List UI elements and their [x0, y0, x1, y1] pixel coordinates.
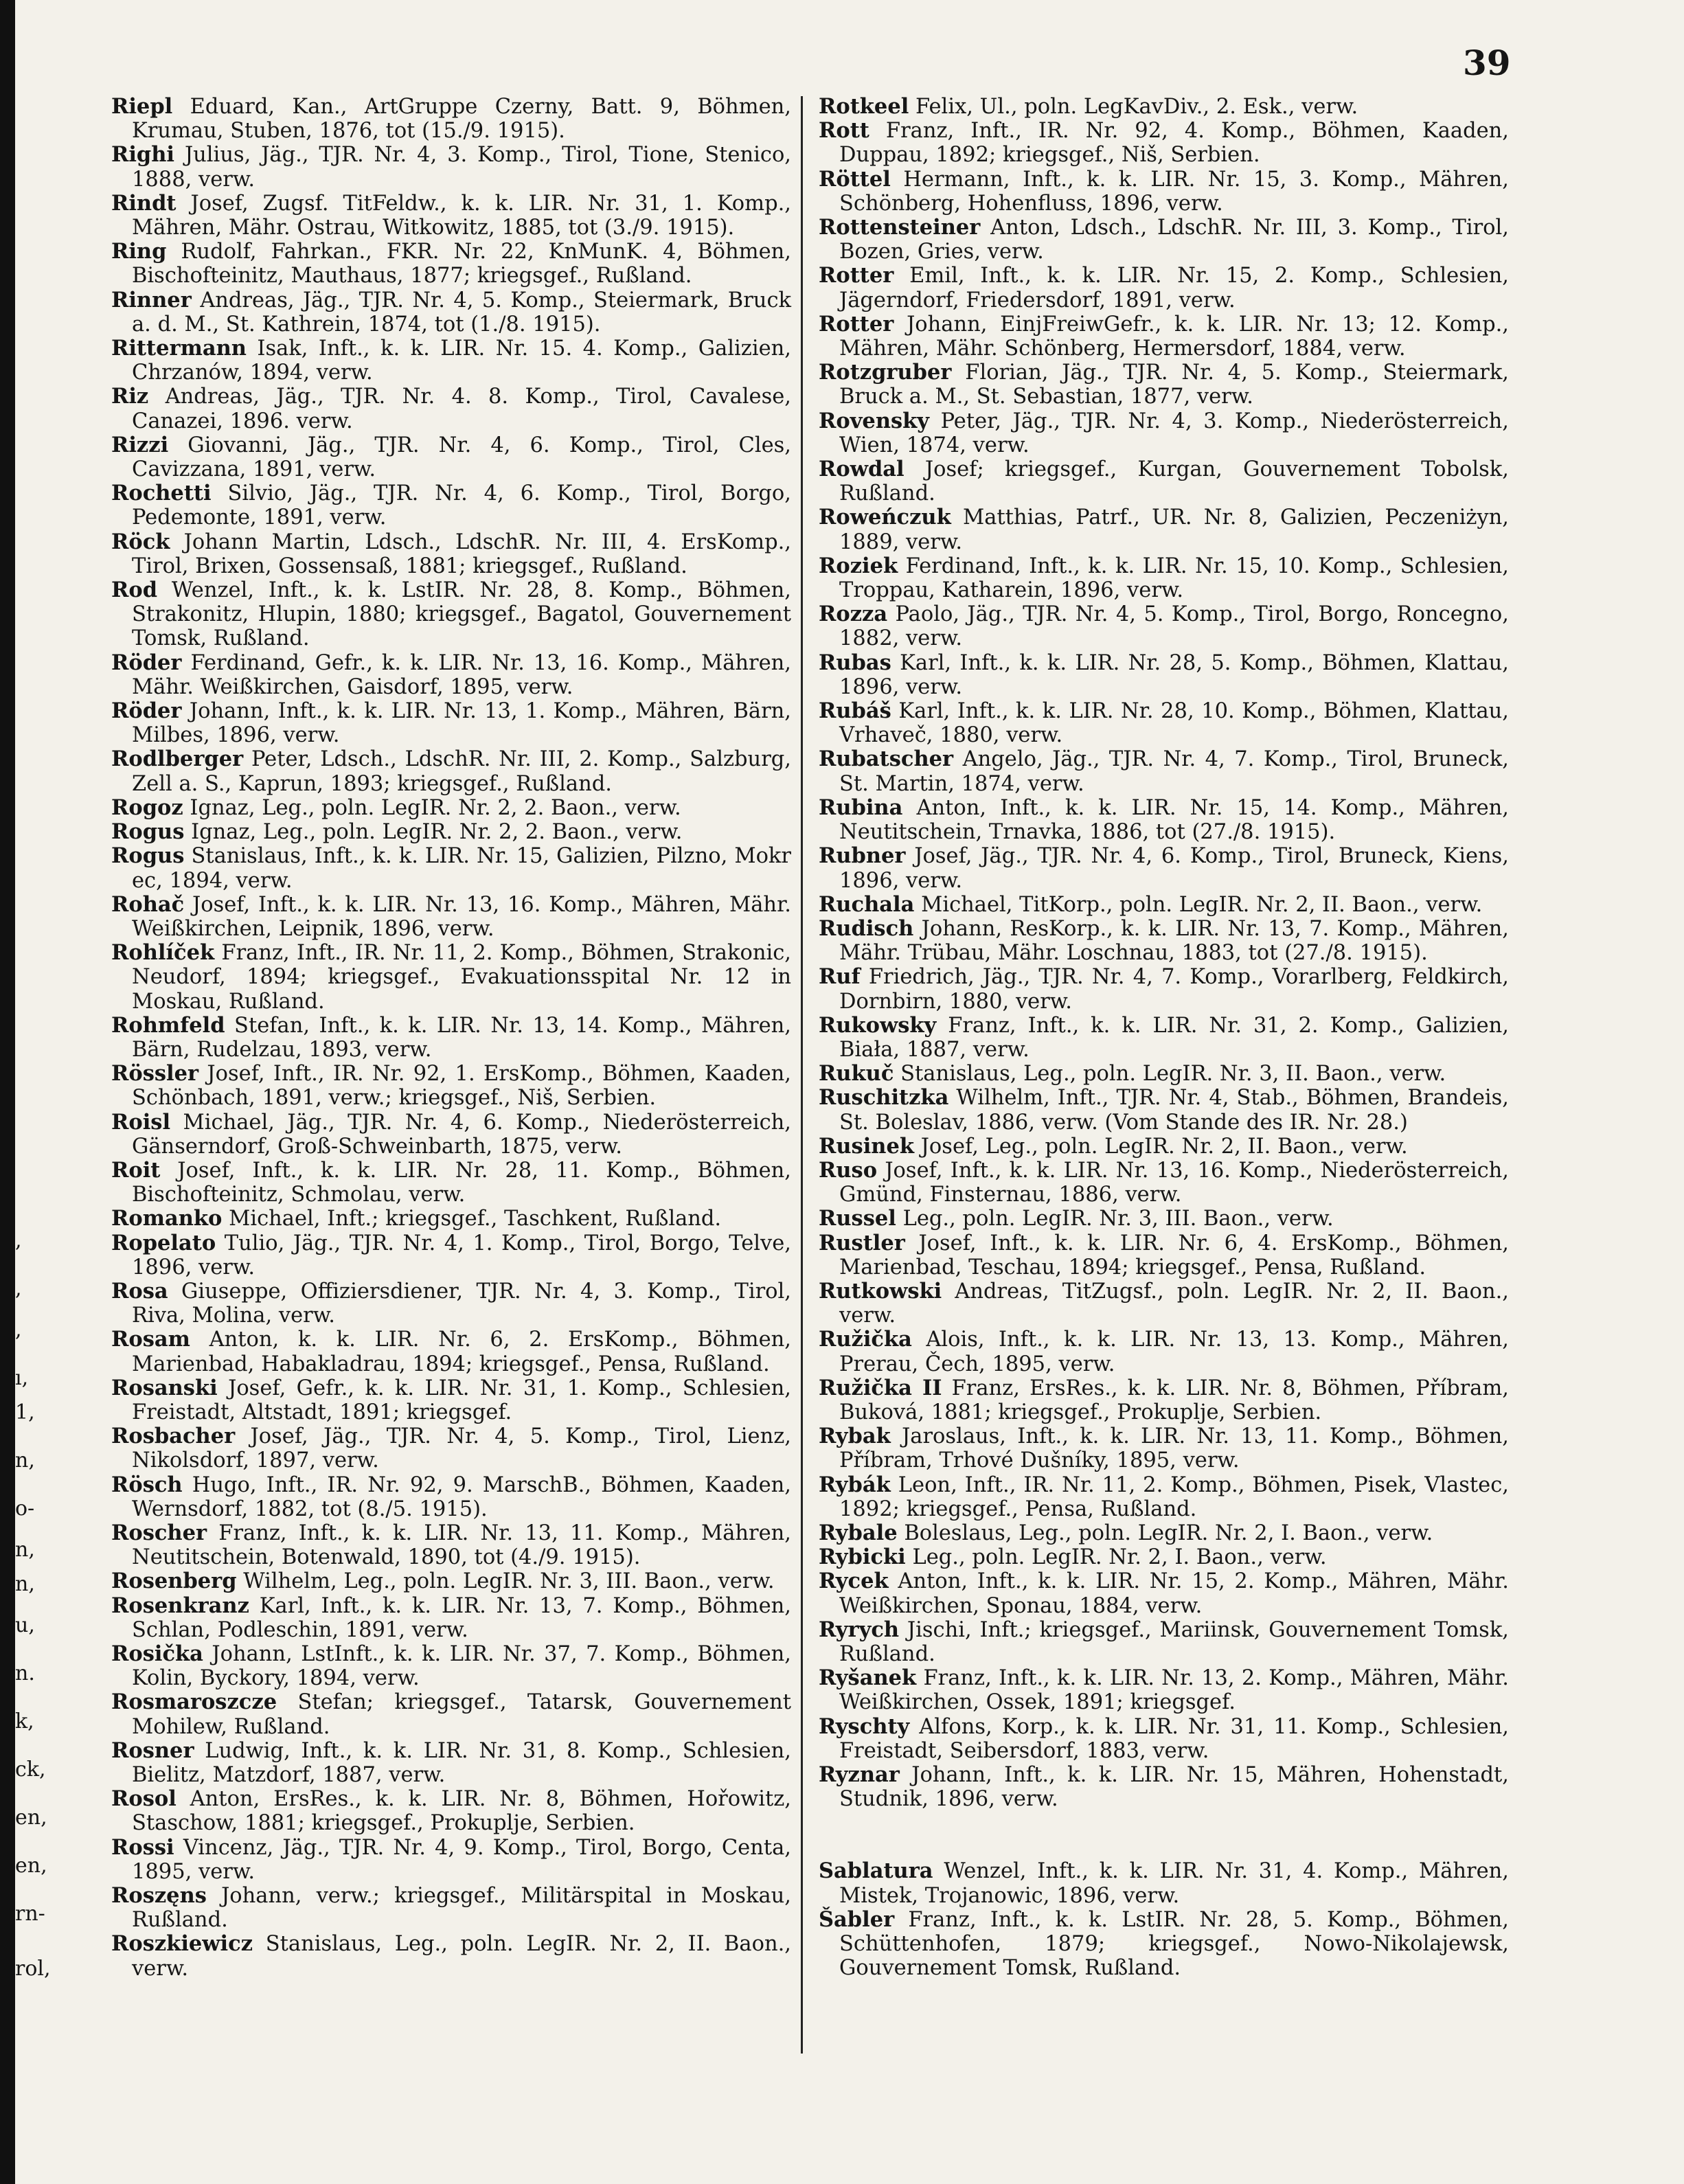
- roster-entry: [819, 361, 1509, 409]
- roster-entry: [111, 796, 791, 820]
- entry-surname: Rinner: [111, 287, 192, 312]
- entry-details: Wenzel, Inft., k. k. LIR. Nr. 31, 4. Komp., Mähren, Mistek, Trojanowic, 1896, verw.: [839, 1859, 1509, 1908]
- roster-entry: [819, 893, 1509, 917]
- entry-surname: Rizzi: [111, 432, 169, 457]
- entry-surname: Romanko: [111, 1206, 223, 1231]
- entry-surname: Röck: [111, 529, 170, 554]
- entry-surname: Rott: [819, 118, 869, 144]
- roster-entry: [111, 699, 791, 747]
- margin-fragment: ,: [15, 1277, 22, 1301]
- entry-surname: Rotter: [819, 311, 894, 337]
- roster-entry: [111, 1884, 791, 1932]
- entry-surname: Sablatura: [819, 1858, 933, 1884]
- roster-entry: [111, 1787, 791, 1835]
- entry-details: Andreas, Jäg., TJR. Nr. 4. 8. Komp., Tirol, Cavalese, Canazei, 1896. verw.: [132, 385, 791, 433]
- entry-surname: Rosam: [111, 1327, 190, 1352]
- entry-surname: Rosol: [111, 1786, 177, 1812]
- entry-surname: Rotkeel: [819, 94, 909, 119]
- entry-details: Johann, Inft., k. k. LIR. Nr. 15, Mähren, Hohenstadt, Studnik, 1896, verw.: [839, 1763, 1509, 1812]
- roster-entry: [819, 95, 1509, 119]
- roster-entry: [111, 1376, 791, 1424]
- roster-entry: [111, 1062, 791, 1110]
- roster-entry: [819, 168, 1509, 216]
- margin-fragment: ı,: [15, 1366, 29, 1390]
- entry-details: Anton, Inft., k. k. LIR. Nr. 15, 2. Komp., Mähren, Mähr. Weißkirchen, Sponau, 1884, verw.: [839, 1569, 1509, 1618]
- roster-entry: [111, 578, 791, 651]
- roster-entry: [111, 941, 791, 1014]
- entry-details: Jaroslaus, Inft., k. k. LIR. Nr. 13, 11. Komp., Böhmen, Příbram, Trhové Dušníky, 1895, verw.: [839, 1424, 1509, 1473]
- roster-entry: [111, 1739, 791, 1787]
- entry-surname: Röttel: [819, 166, 891, 192]
- roster-entry: [819, 1521, 1509, 1545]
- entry-surname: Rycek: [819, 1569, 889, 1594]
- entry-surname: Rybak: [819, 1424, 891, 1449]
- roster-entry: [819, 1473, 1509, 1521]
- entry-details: Stefan; kriegsgef., Tatarsk, Gouvernement Mohilew, Rußland.: [132, 1690, 791, 1739]
- roster-entry: [819, 505, 1509, 554]
- entry-details: Johann, ResKorp., k. k. LIR. Nr. 13, 7. Komp., Mähren, Mähr. Trübau, Mähr. Loschnau, 1883, tot (27./8. 1915).: [839, 916, 1509, 966]
- roster-entry: [819, 747, 1509, 795]
- entry-details: Michael, Inft.; kriegsgef., Taschkent, Rußland.: [229, 1207, 722, 1231]
- roster-entry: [111, 240, 791, 288]
- roster-entry: [819, 1328, 1509, 1376]
- right-column: [819, 95, 1509, 1980]
- entry-details: Karl, Inft., k. k. LIR. Nr. 13, 7. Komp., Böhmen, Schlan, Podleschin, 1891, verw.: [132, 1593, 791, 1642]
- roster-entry: [819, 1908, 1509, 1981]
- margin-fragment: u,: [15, 1613, 35, 1637]
- entry-surname: Ryšanek: [819, 1665, 917, 1691]
- entry-details: Stefan, Inft., k. k. LIR. Nr. 13, 14. Komp., Mähren, Bärn, Rudelzau, 1893, verw.: [132, 1013, 791, 1062]
- entry-surname: Rybák: [819, 1472, 891, 1497]
- roster-entry: [819, 651, 1509, 699]
- entry-details: Leg., poln. LegIR. Nr. 2, I. Baon., verw.: [912, 1545, 1327, 1570]
- entry-surname: Rotzgruber: [819, 360, 952, 385]
- entry-details: Felix, Ul., poln. LegKavDiv., 2. Esk., verw.: [915, 95, 1358, 119]
- entry-surname: Ruschitzka: [819, 1085, 949, 1111]
- roster-entry: [819, 1086, 1509, 1134]
- entry-details: Andreas, Jäg., TJR. Nr. 4, 5. Komp., Steiermark, Bruck a. d. M., St. Kathrein, 1874, tot (1./8. 1915).: [132, 288, 792, 337]
- entry-details: Leg., poln. LegIR. Nr. 3, III. Baon., verw.: [902, 1207, 1334, 1231]
- entry-details: Anton, Ldsch., LdschR. Nr. III, 3. Komp., Tirol, Bozen, Gries, verw.: [839, 216, 1509, 264]
- entry-details: Rudolf, Fahrkan., FKR. Nr. 22, KnMunK. 4, Böhmen, Bischofteinitz, Mauthaus, 1877; kriegsgef., Rußland.: [132, 240, 791, 288]
- entry-details: Andreas, TitZugsf., poln. LegIR. Nr. 2, II. Baon., verw.: [839, 1279, 1509, 1328]
- margin-fragment: en,: [15, 1806, 47, 1830]
- roster-entry: [111, 385, 791, 433]
- entry-surname: Rogus: [111, 843, 185, 869]
- entry-surname: Rod: [111, 578, 158, 603]
- roster-entry: [111, 820, 791, 844]
- entry-details: Hugo, Inft., IR. Nr. 92, 9. MarschB., Böhmen, Kaaden, Wernsdorf, 1882, tot (8./5. 1915).: [132, 1472, 791, 1521]
- entry-surname: Röder: [111, 650, 182, 675]
- roster-entry: [111, 1424, 791, 1472]
- entry-surname: Roscher: [111, 1520, 207, 1545]
- entry-details: Peter, Ldsch., LdschR. Nr. III, 2. Komp., Salzburg, Zell a. S., Kaprun, 1893; kriegsgef., Rußland.: [132, 747, 791, 796]
- entry-details: Stanislaus, Leg., poln. LegIR. Nr. 3, II. Baon., verw.: [900, 1062, 1446, 1087]
- margin-fragment: ,: [15, 1318, 22, 1342]
- roster-entry: [111, 844, 791, 892]
- entry-details: Johann Martin, Ldsch., LdschR. Nr. III, 4. ErsKomp., Tirol, Brixen, Gossensaß, 1881; kriegsgef., Rußland.: [132, 530, 791, 578]
- roster-entry: [819, 844, 1509, 892]
- roster-entry: [819, 1279, 1509, 1328]
- entry-details: Matthias, Patrf., UR. Nr. 8, Galizien, Peczeniżyn, 1889, verw.: [839, 505, 1509, 554]
- entry-surname: Rössler: [111, 1061, 199, 1087]
- margin-fragment: n,: [15, 1538, 35, 1562]
- entry-details: Leon, Inft., IR. Nr. 11, 2. Komp., Böhmen, Pisek, Vlastec, 1892; kriegsgef., Pensa, Rußland.: [839, 1472, 1509, 1521]
- entry-surname: Rosbacher: [111, 1424, 236, 1449]
- entry-details: Franz, Inft., k. k. LIR. Nr. 31, 2. Komp., Galizien, Biała, 1887, verw.: [839, 1013, 1509, 1062]
- entry-details: Emil, Inft., k. k. LIR. Nr. 15, 2. Komp., Schlesien, Jägerndorf, Friedersdorf, 1891, verw.: [839, 264, 1509, 312]
- roster-entry: [111, 1207, 791, 1231]
- entry-surname: Roszkiewicz: [111, 1931, 253, 1957]
- entry-surname: Rogoz: [111, 795, 183, 820]
- roster-entry: [819, 1763, 1509, 1811]
- roster-entry: [819, 1618, 1509, 1666]
- entry-surname: Rittermann: [111, 336, 247, 361]
- entry-details: Giuseppe, Offiziersdiener, TJR. Nr. 4, 3. Komp., Tirol, Riva, Molina, verw.: [132, 1279, 791, 1328]
- entry-surname: Rubatscher: [819, 747, 954, 772]
- entry-surname: Ruchala: [819, 891, 915, 917]
- entry-surname: Roszęns: [111, 1883, 207, 1909]
- roster-entry: [819, 965, 1509, 1013]
- roster-entry: [111, 530, 791, 578]
- entry-surname: Roisl: [111, 1109, 171, 1135]
- entry-details: Johann, LstInft., k. k. LIR. Nr. 37, 7. Komp., Böhmen, Kolin, Byckory, 1894, verw.: [132, 1642, 791, 1691]
- entry-surname: Rindt: [111, 190, 177, 216]
- entry-surname: Rosenkranz: [111, 1593, 249, 1618]
- entry-surname: Ropelato: [111, 1230, 216, 1255]
- roster-entry: [819, 1859, 1509, 1907]
- roster-entry: [819, 1014, 1509, 1062]
- entry-surname: Rustler: [819, 1230, 905, 1255]
- entry-surname: Rubáš: [819, 698, 891, 724]
- entry-surname: Riz: [111, 384, 149, 409]
- roster-entry: [111, 1521, 791, 1569]
- entry-details: Josef, Jäg., TJR. Nr. 4, 6. Komp., Tirol, Bruneck, Kiens, 1896, verw.: [839, 844, 1509, 893]
- roster-entry: [111, 1328, 791, 1376]
- roster-entry: [819, 1376, 1509, 1424]
- entry-details: Anton, k. k. LIR. Nr. 6, 2. ErsKomp., Böhmen, Marienbad, Habakladrau, 1894; kriegsgef., Pensa, Rußland.: [132, 1328, 791, 1376]
- entry-surname: Ruso: [819, 1157, 878, 1183]
- entry-surname: Röder: [111, 698, 182, 724]
- roster-entry: [111, 337, 791, 385]
- entry-details: Julius, Jäg., TJR. Nr. 4, 3. Komp., Tirol, Tione, Stenico, 1888, verw.: [132, 143, 791, 192]
- entry-surname: Rottensteiner: [819, 215, 981, 240]
- entry-details: Michael, TitKorp., poln. LegIR. Nr. 2, II. Baon., verw.: [921, 892, 1483, 917]
- roster-entry: [819, 119, 1509, 167]
- entry-surname: Rossi: [111, 1834, 174, 1860]
- entry-details: Ignaz, Leg., poln. LegIR. Nr. 2, 2. Baon., verw.: [190, 795, 681, 820]
- entry-surname: Riepl: [111, 94, 173, 119]
- roster-entry: [111, 1690, 791, 1738]
- entry-surname: Ruf: [819, 964, 861, 990]
- roster-entry: [819, 1207, 1509, 1231]
- page-number: 39: [1463, 43, 1511, 83]
- entry-surname: Rohmfeld: [111, 1012, 225, 1038]
- roster-entry: [111, 288, 791, 337]
- entry-surname: Rogus: [111, 819, 185, 845]
- margin-fragment: rn-: [15, 1902, 45, 1926]
- entry-details: Eduard, Kan., ArtGruppe Czerny, Batt. 9, Böhmen, Krumau, Stuben, 1876, tot (15./9. 1915).: [132, 95, 791, 144]
- roster-entry: [111, 192, 791, 240]
- entry-surname: Ružička II: [819, 1375, 942, 1400]
- entry-surname: Righi: [111, 142, 175, 168]
- left-margin-fragments: [15, 0, 51, 2184]
- entry-surname: Rosmaroszcze: [111, 1690, 277, 1715]
- entry-details: Josef, Jäg., TJR. Nr. 4, 5. Komp., Tirol, Lienz, Nikolsdorf, 1897, verw.: [132, 1424, 791, 1473]
- entry-details: Hermann, Inft., k. k. LIR. Nr. 15, 3. Komp., Mähren, Schönberg, Hohenfluss, 1896, verw.: [839, 167, 1509, 216]
- entry-surname: Rosanski: [111, 1375, 218, 1400]
- margin-fragment: o-: [15, 1497, 35, 1521]
- entry-details: Ferdinand, Inft., k. k. LIR. Nr. 15, 10. Komp., Schlesien, Troppau, Katharein, 1896, verw.: [839, 554, 1509, 603]
- entry-surname: Ryznar: [819, 1762, 900, 1788]
- entry-details: Friedrich, Jäg., TJR. Nr. 4, 7. Komp., Vorarlberg, Feldkirch, Dornbirn, 1880, verw.: [839, 965, 1509, 1014]
- entry-surname: Rubner: [819, 843, 906, 869]
- entry-surname: Russel: [819, 1206, 896, 1231]
- margin-fragment: en,: [15, 1854, 47, 1878]
- margin-fragment: ck,: [15, 1758, 46, 1782]
- entry-details: Angelo, Jäg., TJR. Nr. 4, 7. Komp., Tirol, Bruneck, St. Martin, 1874, verw.: [839, 747, 1509, 796]
- roster-entry: [111, 1473, 791, 1521]
- entry-details: Anton, ErsRes., k. k. LIR. Nr. 8, Böhmen, Hořowitz, Staschow, 1881; kriegsgef., Prokuplje, Serbien.: [132, 1787, 792, 1836]
- entry-details: Johann, EinjFreiwGefr., k. k. LIR. Nr. 13; 12. Komp., Mähren, Mähr. Schönberg, Hermersdorf, 1884, verw.: [839, 312, 1509, 361]
- roster-entry: [819, 796, 1509, 844]
- margin-fragment: ,: [15, 1229, 22, 1253]
- entry-surname: Rozza: [819, 602, 888, 627]
- entry-details: Franz, Inft., k. k. LIR. Nr. 13, 2. Komp., Mähren, Mähr. Weißkirchen, Ossek, 1891; kriegsgef.: [839, 1666, 1509, 1715]
- entry-details: Josef, Inft., k. k. LIR. Nr. 13, 16. Komp., Mähren, Mähr. Weißkirchen, Leipnik, 1896, verw.: [132, 892, 791, 941]
- entry-surname: Rybicki: [819, 1545, 906, 1570]
- entry-details: Paolo, Jäg., TJR. Nr. 4, 5. Komp., Tirol, Borgo, Roncegno, 1882, verw.: [839, 602, 1509, 651]
- roster-entry: [819, 409, 1509, 457]
- entry-surname: Rosa: [111, 1278, 168, 1304]
- roster-entry: [111, 1642, 791, 1690]
- entry-details: Anton, Inft., k. k. LIR. Nr. 15, 14. Komp., Mähren, Neutitschein, Trnavka, 1886, tot (27./8. 1915).: [839, 795, 1509, 845]
- column-divider: [801, 96, 803, 2054]
- entry-surname: Rubina: [819, 795, 903, 820]
- entry-surname: Rowdal: [819, 457, 904, 482]
- entry-surname: Ryrych: [819, 1617, 900, 1642]
- entry-surname: Roziek: [819, 553, 898, 578]
- entry-details: Alois, Inft., k. k. LIR. Nr. 13, 13. Komp., Mähren, Prerau, Čech, 1895, verw.: [839, 1328, 1509, 1376]
- entry-surname: Rosner: [111, 1738, 194, 1763]
- entry-details: Franz, Inft., IR. Nr. 11, 2. Komp., Böhmen, Strakonic, Neudorf, 1894; kriegsgef., Evakuationsspital Nr. 12 in Moskau, Rußland.: [132, 941, 791, 1014]
- roster-entry: [819, 699, 1509, 747]
- margin-fragment: n,: [15, 1448, 35, 1472]
- roster-entry: [111, 1014, 791, 1062]
- document-page: [15, 0, 1684, 2184]
- roster-entry: [819, 1715, 1509, 1763]
- entry-surname: Ryschty: [819, 1714, 910, 1739]
- entry-details: Stanislaus, Inft., k. k. LIR. Nr. 15, Galizien, Pilzno, Mokr ec, 1894, verw.: [132, 844, 791, 893]
- entry-surname: Rutkowski: [819, 1278, 942, 1304]
- entry-details: Josef, Inft., k. k. LIR. Nr. 6, 4. ErsKomp., Böhmen, Marienbad, Teschau, 1894; kriegsgef., Pensa, Rußland.: [839, 1231, 1509, 1279]
- entry-details: Alfons, Korp., k. k. LIR. Nr. 31, 11. Komp., Schlesien, Freistadt, Seibersdorf, 1883, verw.: [839, 1714, 1509, 1763]
- roster-entry: [819, 1159, 1509, 1207]
- entry-details: Vincenz, Jäg., TJR. Nr. 4, 9. Komp., Tirol, Borgo, Centa, 1895, verw.: [132, 1835, 791, 1884]
- roster-entry: [819, 602, 1509, 650]
- entry-surname: Rosenberg: [111, 1569, 237, 1594]
- roster-entry: [819, 1135, 1509, 1159]
- entry-surname: Rybale: [819, 1520, 898, 1545]
- roster-entry: [819, 1231, 1509, 1279]
- entry-details: Wenzel, Inft., k. k. LstIR. Nr. 28, 8. Komp., Böhmen, Strakonitz, Hlupin, 1880; kriegsgef., Bagatol, Gouvernement Tomsk, Rußland.: [132, 578, 791, 651]
- roster-entry: [111, 1594, 791, 1642]
- entry-details: Wilhelm, Inft., TJR. Nr. 4, Stab., Böhmen, Brandeis, St. Boleslav, 1886, verw. (Vom Stande des IR. Nr. 28.): [839, 1086, 1509, 1135]
- roster-entry: [111, 1569, 791, 1593]
- entry-surname: Rovensky: [819, 408, 930, 433]
- entry-surname: Ring: [111, 239, 167, 264]
- entry-surname: Ružička: [819, 1327, 912, 1352]
- entry-details: Franz, Inft., k. k. LIR. Nr. 13, 11. Komp., Mähren, Neutitschein, Botenwald, 1890, tot (4./9. 1915).: [132, 1521, 791, 1570]
- entry-surname: Rukuč: [819, 1061, 894, 1087]
- roster-entry: [111, 1836, 791, 1884]
- entry-details: Michael, Jäg., TJR. Nr. 4, 6. Komp., Niederösterreich, Gänserndorf, Groß-Schweinbarth, 1875, verw.: [132, 1110, 792, 1159]
- entry-surname: Rohlíček: [111, 940, 215, 966]
- entry-details: Franz, Inft., IR. Nr. 92, 4. Komp., Böhmen, Kaaden, Duppau, 1892; kriegsgef., Niš, Serbien.: [839, 119, 1509, 168]
- roster-entry: [819, 1062, 1509, 1086]
- entry-details: Josef, Inft., k. k. LIR. Nr. 28, 11. Komp., Böhmen, Bischofteinitz, Schmolau, verw.: [132, 1158, 791, 1207]
- entry-surname: Šabler: [819, 1907, 895, 1932]
- roster-entry: [819, 1666, 1509, 1714]
- entry-details: Giovanni, Jäg., TJR. Nr. 4, 6. Komp., Tirol, Cles, Cavizzana, 1891, verw.: [132, 433, 791, 482]
- roster-entry: [111, 1159, 791, 1207]
- roster-entry: [111, 481, 791, 530]
- entry-details: Josef; kriegsgef., Kurgan, Gouvernement Tobolsk, Rußland.: [839, 457, 1509, 506]
- entry-surname: Rubas: [819, 650, 891, 675]
- entry-surname: Rudisch: [819, 915, 914, 941]
- roster-entry: [819, 457, 1509, 505]
- entry-details: Franz, ErsRes., k. k. LIR. Nr. 8, Böhmen, Příbram, Buková, 1881; kriegsgef., Prokuplje, Serbien.: [839, 1376, 1509, 1424]
- roster-entry: [111, 747, 791, 795]
- entry-surname: Roweńczuk: [819, 505, 951, 530]
- entry-details: Josef, Inft., k. k. LIR. Nr. 13, 16. Komp., Niederösterreich, Gmünd, Finsternau, 1886, verw.: [839, 1158, 1509, 1207]
- roster-entry: [111, 95, 791, 143]
- entry-details: Johann, Inft., k. k. LIR. Nr. 13, 1. Komp., Mähren, Bärn, Milbes, 1896, verw.: [132, 699, 791, 748]
- roster-entry: [819, 1424, 1509, 1472]
- roster-entry: [819, 1545, 1509, 1569]
- entry-details: Silvio, Jäg., TJR. Nr. 4, 6. Komp., Tirol, Borgo, Pedemonte, 1891, verw.: [132, 481, 791, 530]
- roster-entry: [111, 1231, 791, 1279]
- roster-entry: [819, 554, 1509, 602]
- entry-surname: Rohač: [111, 891, 185, 917]
- entry-surname: Rösch: [111, 1472, 183, 1497]
- entry-details: Josef, Zugsf. TitFeldw., k. k. LIR. Nr. 31, 1. Komp., Mähren, Mähr. Ostrau, Witkowitz, 1885, tot (3./9. 1915).: [132, 191, 791, 240]
- entry-surname: Rosička: [111, 1641, 203, 1666]
- roster-entry: [111, 143, 791, 191]
- entry-details: Franz, Inft., k. k. LstIR. Nr. 28, 5. Komp., Böhmen, Schüttenhofen, 1879; kriegsgef., Nowo-Nikolajewsk, Gouvernement Tomsk, Rußland.: [839, 1907, 1509, 1981]
- entry-surname: Rodlberger: [111, 747, 244, 772]
- entry-details: Boleslaus, Leg., poln. LegIR. Nr. 2, I. Baon., verw.: [904, 1521, 1433, 1545]
- roster-entry: [111, 1111, 791, 1159]
- entry-surname: Rusinek: [819, 1133, 914, 1159]
- entry-details: Karl, Inft., k. k. LIR. Nr. 28, 5. Komp., Böhmen, Klattau, 1896, verw.: [839, 650, 1509, 699]
- left-column: [111, 95, 791, 1981]
- entry-details: Tulio, Jäg., TJR. Nr. 4, 1. Komp., Tirol, Borgo, Telve, 1896, verw.: [132, 1231, 791, 1279]
- entry-details: Jischi, Inft.; kriegsgef., Mariinsk, Gouvernement Tomsk, Rußland.: [839, 1617, 1509, 1666]
- section-gap: [819, 1811, 1509, 1859]
- margin-fragment: 1,: [15, 1400, 35, 1424]
- roster-entry: [111, 433, 791, 481]
- margin-fragment: rol,: [15, 1957, 51, 1981]
- entry-details: Isak, Inft., k. k. LIR. Nr. 15. 4. Komp., Galizien, Chrzanów, 1894, verw.: [132, 337, 791, 385]
- entry-details: Karl, Inft., k. k. LIR. Nr. 28, 10. Komp., Böhmen, Klattau, Vrhaveč, 1880, verw.: [839, 699, 1509, 748]
- entry-surname: Rotter: [819, 263, 894, 288]
- entry-surname: Roit: [111, 1157, 161, 1183]
- roster-entry: [111, 651, 791, 699]
- margin-fragment: n.: [15, 1661, 35, 1685]
- roster-entry: [111, 893, 791, 941]
- entry-details: Ludwig, Inft., k. k. LIR. Nr. 31, 8. Komp., Schlesien, Bielitz, Matzdorf, 1887, verw.: [132, 1738, 791, 1788]
- entry-details: Wilhelm, Leg., poln. LegIR. Nr. 3, III. Baon., verw.: [243, 1569, 775, 1594]
- entry-details: Johann, verw.; kriegsgef., Militärspital in Moskau, Rußland.: [132, 1884, 791, 1933]
- roster-entry: [111, 1932, 791, 1980]
- entry-details: Stanislaus, Leg., poln. LegIR. Nr. 2, II. Baon., verw.: [132, 1932, 791, 1981]
- margin-fragment: n,: [15, 1572, 35, 1596]
- entry-details: Josef, Leg., poln. LegIR. Nr. 2, II. Baon., verw.: [920, 1134, 1408, 1159]
- roster-entry: [819, 264, 1509, 312]
- roster-entry: [819, 312, 1509, 361]
- entry-details: Josef, Inft., IR. Nr. 92, 1. ErsKomp., Böhmen, Kaaden, Schönbach, 1891, verw.; kriegsgef., Niš, Serbien.: [132, 1062, 791, 1111]
- entry-surname: Rukowsky: [819, 1012, 937, 1038]
- entry-surname: Rochetti: [111, 481, 212, 506]
- roster-entry: [819, 1569, 1509, 1617]
- roster-entry: [819, 216, 1509, 264]
- margin-fragment: k,: [15, 1709, 34, 1733]
- entry-details: Peter, Jäg., TJR. Nr. 4, 3. Komp., Niederösterreich, Wien, 1874, verw.: [839, 409, 1509, 457]
- roster-entry: [819, 917, 1509, 965]
- entry-details: Ignaz, Leg., poln. LegIR. Nr. 2, 2. Baon., verw.: [191, 820, 683, 845]
- roster-entry: [111, 1279, 791, 1328]
- entry-details: Josef, Gefr., k. k. LIR. Nr. 31, 1. Komp., Schlesien, Freistadt, Altstadt, 1891; kriegsgef.: [132, 1376, 791, 1424]
- entry-details: Ferdinand, Gefr., k. k. LIR. Nr. 13, 16. Komp., Mähren, Mähr. Weißkirchen, Gaisdorf, 1895, verw.: [132, 650, 791, 699]
- entry-details: Florian, Jäg., TJR. Nr. 4, 5. Komp., Steiermark, Bruck a. M., St. Sebastian, 1877, verw.: [839, 361, 1510, 409]
